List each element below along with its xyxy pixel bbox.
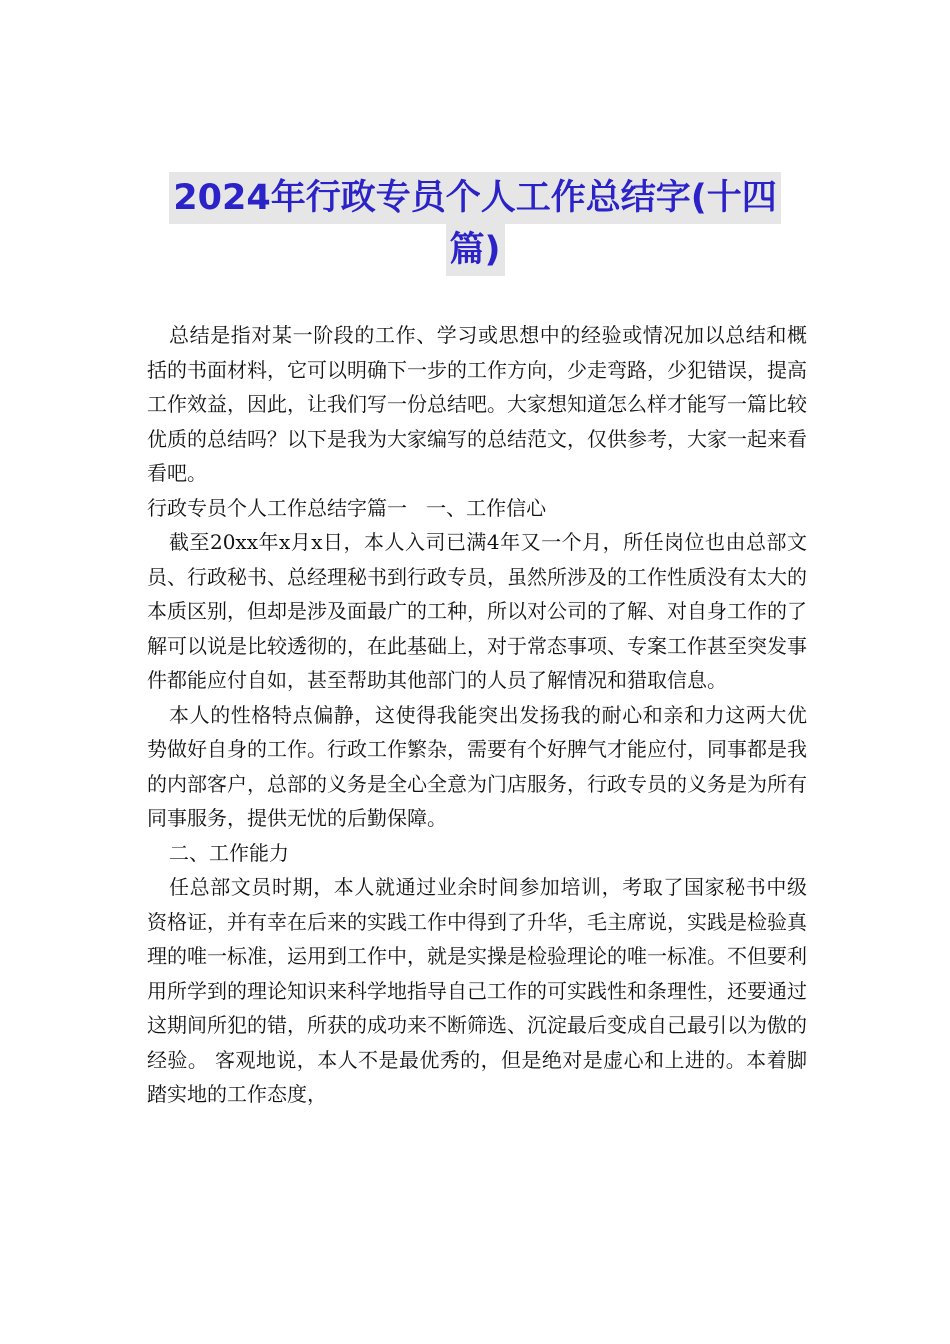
intro-paragraph: 总结是指对某一阶段的工作、学习或思想中的经验或情况加以总结和概括的书面材料，它可以明确下一步的工作方向，少走弯路，少犯错误，提高工作效益，因此，让我们写一份总结吧。大家想知道怎么样才能写一篇比较优质的总结吗？以下是我为大家编写的总结范文，仅供参考，大家一起来看看吧。 (147, 323, 807, 485)
subheading-work-ability: 二、工作能力 (169, 840, 289, 865)
title-line-2: 篇) (446, 224, 505, 276)
section-heading: 行政专员个人工作总结字篇一 一、工作信心 (147, 495, 547, 520)
document-title (150, 172, 800, 276)
title-line-1: 2024年行政专员个人工作总结字(十四 (169, 172, 780, 224)
paragraph-work-ability: 任总部文员时期，本人就通过业余时间参加培训，考取了国家秘书中级资格证，并有幸在后来的实践工作中得到了升华，毛主席说，实践是检验真理的唯一标准，运用到工作中，就是实操是检验理论的唯一标准。不但要利用所学到的理论知识来科学地指导自己工作的可实践性和条理性，还要通过这期间所犯的错，所获的成功来不断筛选、沉淀最后变成自己最引以为傲的经验。 客观地说，本人不是最优秀的，但是绝对是虚心和上进的。本着脚踏实地的工作态度， (147, 875, 807, 1106)
paragraph-work-confidence: 截至20xx年x月x日，本人入司已满4年又一个月，所任岗位也由总部文员、行政秘书、总经理秘书到行政专员，虽然所涉及的工作性质没有太大的本质区别，但却是涉及面最广的工种，所以对公司的了解、对自身工作的了解可以说是比较透彻的，在此基础上，对于常态事项、专案工作甚至突发事件都能应付自如，甚至帮助其他部门的人员了解情况和猎取信息。 (147, 530, 807, 692)
paragraph-personality: 本人的性格特点偏静，这使得我能突出发扬我的耐心和亲和力这两大优势做好自身的工作。行政工作繁杂，需要有个好脾气才能应付，同事都是我的内部客户，总部的义务是全心全意为门店服务，行政专员的义务是为所有同事服务，提供无忧的后勤保障。 (147, 702, 807, 830)
document-body (147, 318, 807, 1112)
